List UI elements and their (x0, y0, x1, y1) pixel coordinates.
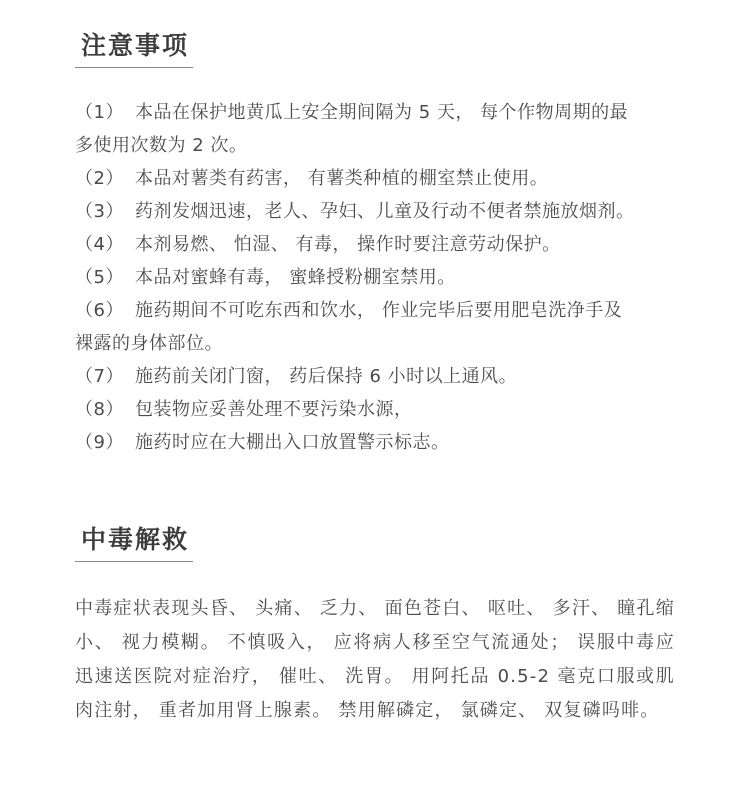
list-item (75, 426, 675, 459)
item-text-continued: 裸露的身体部位。 (75, 333, 223, 354)
item-text: 本品在保护地黄瓜上安全期间隔为 5 天， 每个作物周期的最 (135, 102, 629, 123)
list-item (75, 195, 675, 228)
poisoning-heading-underline (75, 522, 193, 562)
item-number: （3） (75, 201, 124, 222)
poisoning-section (75, 522, 675, 728)
item-number: （8） (75, 399, 124, 420)
list-item (75, 360, 675, 393)
list-item (75, 228, 675, 261)
list-item (75, 162, 675, 195)
list-item (75, 261, 675, 294)
item-number: （1） (75, 102, 124, 123)
list-item (75, 96, 675, 162)
precautions-section (75, 28, 675, 459)
item-text: 药剂发烟迅速，老人、孕妇、儿童及行动不便者禁施放烟剂。 (135, 201, 635, 222)
item-number: （7） (75, 366, 124, 387)
item-text: 本剂易燃、 怕湿、 有毒， 操作时要注意劳动保护。 (135, 234, 561, 255)
precautions-list (75, 96, 675, 459)
item-text: 本品对薯类有药害， 有薯类种植的棚室禁止使用。 (135, 168, 549, 189)
item-number: （2） (75, 168, 124, 189)
poisoning-paragraph: 中毒症状表现头昏、 头痛、 乏力、 面色苍白、 呕吐、 多汗、 瞳孔缩小、 视力模糊。 不慎吸入， 应将病人移至空气流通处； 误服中毒应迅速送医院对症治疗， 催吐、 洗胃。 用阿托品 0.5-2 毫克口服或肌肉注射， 重者加用肾上腺素。 禁用解磷定， 氯磷定、 双复磷吗啡。 (75, 598, 675, 721)
item-text: 施药时应在大棚出入口放置警示标志。 (135, 432, 450, 453)
precautions-heading-underline (75, 28, 193, 68)
item-number: （6） (75, 300, 124, 321)
precautions-heading: 注意事项 (81, 31, 190, 60)
item-text: 包装物应妥善处理不要污染水源， (135, 399, 413, 420)
list-item (75, 294, 675, 360)
item-text: 施药期间不可吃东西和饮水， 作业完毕后要用肥皂洗净手及 (135, 300, 623, 321)
poisoning-heading: 中毒解救 (81, 525, 190, 554)
list-item (75, 393, 675, 426)
item-number: （4） (75, 234, 124, 255)
item-text: 本品对蜜蜂有毒， 蜜蜂授粉棚室禁用。 (135, 267, 456, 288)
item-text: 施药前关闭门窗， 药后保持 6 小时以上通风。 (135, 366, 518, 387)
item-text-continued: 多使用次数为 2 次。 (75, 135, 248, 156)
item-number: （9） (75, 432, 124, 453)
item-number: （5） (75, 267, 124, 288)
